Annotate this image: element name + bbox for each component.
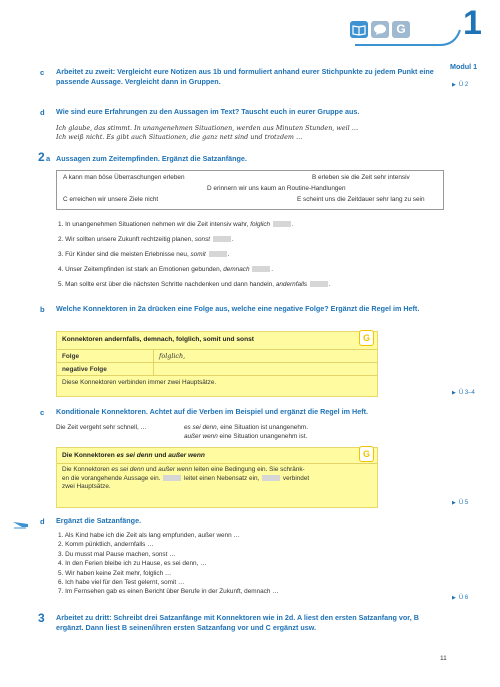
grammar-badge-icon: G [359, 446, 374, 462]
chapter-number: 1 [463, 4, 482, 42]
table-row [57, 376, 377, 389]
answer-blank[interactable] [213, 236, 231, 242]
page-number: 11 [440, 655, 447, 662]
task-2b-text: Welche Konnektoren in 2a drücken eine Folge aus, welche eine negative Folge? Ergänzt die Regel im Heft. [56, 304, 420, 313]
sentence-item: 3. Für Kinder sind die meisten Erlebnisse neu, somit . [58, 251, 230, 258]
example-right-1: es sei denn, eine Situation ist unangenehm. [184, 424, 309, 431]
rule-box-title: Die Konnektoren es sei denn und außer wenn [62, 452, 205, 459]
example-left: Die Zeit vergeht sehr schnell, … [56, 424, 147, 431]
task-2c-letter: c [40, 408, 45, 417]
task-1d-letter: d [40, 108, 45, 117]
sentence-item: 1. In unangenehmen Situationen nehmen wir die Zeit intensiv wahr, folglich . [58, 221, 294, 228]
writing-hand-icon [12, 516, 30, 534]
sentence-item: 4. Unser Zeitempfinden ist stark an Emotionen gebunden, demnach . [58, 266, 274, 273]
sentence-item: 5. Man sollte erst über die nächsten Schritte nachdenken und dann handeln, andernfalls . [58, 281, 331, 288]
ending-e: E scheint uns die Zeitdauer sehr lang zu sein [297, 196, 425, 203]
list-item: 1. Als Kind habe ich die Zeit als lang empfunden, außer wenn … [58, 532, 240, 539]
speech-bubble-icon [371, 21, 389, 38]
answer-blank[interactable] [310, 281, 328, 287]
ref-u5[interactable]: ▶ Ü 5 [452, 500, 468, 506]
task-2-number: 2 [38, 150, 45, 164]
row-value-negative-folge[interactable] [154, 363, 378, 376]
header-swoosh [0, 0, 500, 55]
answer-blank[interactable] [252, 266, 270, 272]
answer-blank[interactable] [209, 251, 227, 257]
rule-text: Die Konnektoren es sei denn und außer wenn leiten eine Bedingung ein. Sie schränk- en die vorangehende Aussage ein. leitet einen Nebensatz ein, verbindet zwei Hauptsätze. [62, 466, 310, 491]
list-item: 7. Im Fernsehen gab es einen Bericht über Berufe in der Zukunft, demnach … [58, 588, 279, 596]
ending-b: B erleben sie die Zeit sehr intensiv [312, 174, 410, 181]
list-item: 3. Du musst mal Pause machen, sonst … [58, 550, 176, 558]
module-label: Modul 1 [450, 62, 478, 71]
task-1d-text: Wie sind eure Erfahrungen zu den Aussagen im Text? Tauscht euch in eurer Gruppe aus. [56, 107, 360, 116]
task-2b-letter: b [40, 305, 45, 314]
sentence-list-2a [58, 221, 448, 296]
table-row [57, 363, 377, 376]
ref-u6[interactable]: ▶ Ü 6 [452, 595, 468, 601]
skill-icons [350, 21, 420, 41]
task-1c-letter: c [40, 68, 45, 77]
answer-blank[interactable] [262, 475, 280, 481]
task-2d-letter: d [40, 517, 45, 526]
row-label-negative-folge: negative Folge [57, 363, 154, 376]
task-3-text: Arbeitet zu dritt: Schreibt drei Satzanfänge mit Konnektoren wie in 2d. A liest den ersten Satzanfang vor, B ergänzt. Dann liest B seinen/ihren ersten Satzanfang vor und C ergänzt usw. [56, 613, 419, 632]
ending-d: D erinnern wir uns kaum an Routine-Handlungen [207, 185, 346, 192]
sentence-item: 2. Wir sollten unsere Zukunft rechtzeitig planen, sonst . [58, 236, 234, 243]
ending-c: C erreichen wir unsere Ziele nicht [63, 196, 159, 203]
ending-a: A kann man böse Überraschungen erleben [63, 174, 185, 181]
header-bar [0, 0, 500, 71]
row-value-folge[interactable]: folglich, [154, 350, 378, 363]
connector-table [57, 349, 377, 388]
list-item: 2. Komm pünktlich, andernfalls … [58, 541, 154, 549]
ref-u2[interactable]: ▶ Ü 2 [452, 82, 468, 88]
rule-box-title: Konnektoren andernfalls, demnach, folglich, somit und sonst [62, 336, 254, 343]
task-1c-text: Arbeitet zu zweit: Vergleicht eure Notizen aus 1b und formuliert anhand eurer Stichpunkte zu jedem Punkt eine passende Aussage. Vergleicht dann in Gruppen. [56, 67, 434, 86]
task-3-number: 3 [38, 611, 45, 625]
example-answer-2: Ich weiß nicht. Es gibt auch Situationen, die ganz nett sind und trotzdem … [56, 133, 303, 141]
list-item: 5. Wir haben keine Zeit mehr, folglich … [58, 569, 172, 577]
ref-u3-4[interactable]: ▶ Ü 3–4 [452, 390, 475, 396]
task-2c-text: Konditionale Konnektoren. Achtet auf die Verben im Beispiel und ergänzt die Regel im Heft. [56, 407, 369, 416]
example-answer-1: Ich glaube, das stimmt. In unangenehmen Situationen, werden aus Minuten Stunden, weil … [56, 124, 359, 132]
sentence-list-2d [58, 531, 448, 597]
list-item: 4. In den Ferien bleibe ich zu Hause, es sei denn, … [58, 560, 207, 568]
answer-blank[interactable] [163, 475, 181, 481]
rule-note: Diese Konnektoren verbinden immer zwei Hauptsätze. [57, 376, 377, 389]
task-2a-text: Aussagen zum Zeitempfinden. Ergänzt die Satzanfänge. [56, 154, 247, 163]
table-row [57, 350, 377, 363]
grammar-g-icon: G [392, 21, 410, 38]
task-2a-letter: a [46, 154, 51, 163]
answer-blank[interactable] [273, 221, 291, 227]
task-2d-text: Ergänzt die Satzanfänge. [56, 516, 142, 525]
book-icon [350, 21, 368, 38]
sentence-endings-box [56, 170, 444, 210]
list-item: 6. Ich habe viel für den Test gelernt, somit … [58, 579, 185, 587]
conditional-rule-box [56, 447, 378, 508]
row-label-folge: Folge [57, 350, 154, 363]
grammar-badge-icon: G [359, 330, 374, 346]
connector-rule-box [56, 331, 378, 397]
example-right-2: außer wenn eine Situation unangenehm ist. [184, 433, 308, 440]
